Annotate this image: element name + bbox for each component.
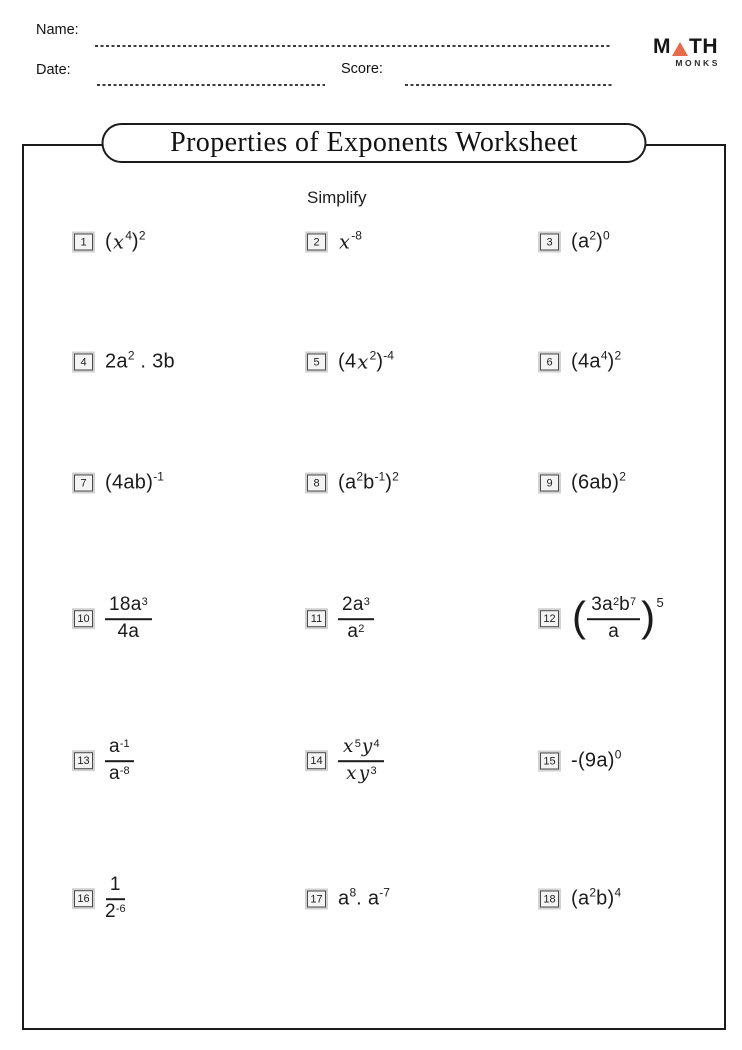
text-run: 1 [109, 874, 121, 896]
superscript: -4 [383, 348, 394, 362]
text-run: ) [131, 230, 139, 253]
numerator [338, 736, 384, 762]
problem-expression [571, 348, 622, 374]
problem-7 [74, 469, 164, 495]
problem-expression [571, 469, 626, 495]
superscript: 2 [589, 885, 597, 899]
variable: x [357, 350, 369, 374]
logo-wordmark [653, 36, 718, 57]
triangle-icon [672, 42, 688, 56]
logo-th: TH [689, 35, 718, 58]
problem-expression [338, 736, 384, 786]
problem-14 [307, 736, 384, 786]
denominator [105, 900, 126, 924]
fraction [587, 594, 640, 644]
variable: y [358, 763, 370, 784]
problem-number: 5 [307, 354, 326, 371]
denominator [345, 762, 377, 786]
superscript: 2 [589, 228, 597, 242]
text-run: 4a [117, 621, 140, 642]
numerator [105, 594, 152, 620]
problem-5 [307, 348, 394, 374]
superscript: 4 [125, 228, 132, 242]
date-fill-line [97, 84, 325, 86]
name-fill-line [95, 45, 612, 47]
problem-number: 15 [540, 753, 559, 770]
instruction-text: Simplify [307, 188, 367, 207]
problem-expression [571, 747, 622, 773]
text-run: ) [385, 471, 393, 494]
superscript: 3 [363, 596, 370, 609]
variable: y [361, 736, 373, 758]
name-label: Name: [36, 22, 79, 38]
superscript: 2 [614, 348, 622, 362]
problem-2 [307, 228, 362, 254]
variable: x [346, 763, 357, 784]
problem-expression [105, 228, 146, 254]
problem-expression [105, 594, 152, 644]
problem-number: 1 [74, 234, 93, 251]
text-run: b [619, 594, 631, 616]
denominator [109, 762, 130, 786]
problem-expression [571, 228, 610, 254]
text-run: a [109, 763, 120, 784]
denominator [347, 620, 364, 644]
text-run: (a [571, 230, 590, 253]
problem-number: 16 [74, 891, 93, 908]
problem-expression [338, 348, 394, 374]
superscript: 2 [356, 469, 364, 483]
text-run: (4 [338, 350, 357, 373]
denominator [118, 620, 140, 644]
problem-number: 2 [307, 234, 326, 251]
superscript: 5 [354, 738, 361, 751]
problem-expression [571, 885, 622, 911]
text-run: a [338, 887, 350, 910]
superscript: 3 [141, 596, 148, 609]
logo-m: M [653, 35, 671, 58]
fraction [338, 736, 384, 786]
fraction [105, 594, 152, 644]
numerator [105, 736, 134, 762]
text-run: . 3b [134, 350, 175, 373]
superscript: 4 [614, 885, 622, 899]
problem-11 [307, 594, 374, 644]
superscript: 2 [392, 469, 399, 483]
numerator [587, 594, 640, 620]
worksheet-title: Properties of Exponents Worksheet [102, 123, 647, 163]
big-paren-icon: ) [641, 593, 656, 641]
problem-number: 14 [307, 753, 326, 770]
problem-number: 18 [540, 891, 559, 908]
denominator [608, 620, 619, 644]
text-run: ) [596, 230, 604, 253]
superscript: -1 [153, 469, 164, 483]
text-run: a [608, 621, 620, 642]
superscript: 2 [369, 348, 377, 362]
superscript: 3 [370, 765, 377, 777]
fraction [338, 594, 374, 644]
problem-expression [105, 469, 164, 495]
problem-expression [105, 348, 175, 374]
problem-expression [338, 469, 399, 495]
problem-17 [307, 885, 390, 911]
superscript: -8 [351, 228, 362, 242]
text-run: a [109, 736, 120, 758]
text-run: ) [376, 350, 384, 373]
superscript: 2 [127, 348, 135, 362]
variable: x [343, 736, 354, 758]
superscript: 4 [600, 348, 608, 362]
problem-expression [338, 885, 390, 911]
problem-12 [540, 594, 664, 644]
problem-number: 11 [307, 611, 326, 628]
superscript: -1 [374, 469, 386, 483]
worksheet-frame [22, 127, 726, 1030]
big-paren-icon: ( [572, 593, 587, 641]
problem-expression [571, 594, 664, 644]
problem-number: 6 [540, 354, 559, 371]
problem-15 [540, 747, 622, 773]
numerator [106, 874, 125, 900]
text-run: 18a [109, 594, 142, 616]
problems [24, 146, 724, 1028]
problem-number: 10 [74, 611, 93, 628]
superscript: -8 [119, 765, 130, 777]
fraction [105, 874, 126, 924]
problem-16 [74, 874, 126, 924]
text-run: 2 [105, 901, 116, 922]
text-run: (a [338, 471, 357, 494]
superscript: -1 [119, 738, 130, 751]
superscript: 0 [614, 747, 622, 761]
superscript: -7 [379, 885, 390, 899]
text-run: (4a [571, 350, 601, 373]
problem-13 [74, 736, 134, 786]
text-run: (a [571, 887, 590, 910]
problem-expression [338, 594, 374, 644]
superscript: 2 [358, 623, 365, 635]
score-fill-line [405, 84, 612, 86]
numerator [338, 594, 374, 620]
text-run: 2a [342, 594, 364, 616]
problem-expression [105, 736, 134, 786]
superscript: 8 [349, 885, 357, 899]
problem-3 [540, 228, 610, 254]
problem-18 [540, 885, 622, 911]
text-run: b) [596, 887, 615, 910]
math-monks-logo [653, 36, 718, 68]
problem-number: 8 [307, 475, 326, 492]
score-label: Score: [341, 61, 383, 77]
problem-10 [74, 594, 152, 644]
problem-8 [307, 469, 399, 495]
variable: x [112, 230, 125, 254]
problem-number: 17 [307, 891, 326, 908]
problem-number: 4 [74, 354, 93, 371]
variable: x [339, 230, 351, 254]
problem-number: 9 [540, 475, 559, 492]
text-run: 2a [105, 350, 128, 373]
superscript: 4 [373, 738, 380, 751]
problem-4 [74, 348, 175, 374]
problem-1 [74, 228, 146, 254]
problem-number: 12 [540, 611, 559, 628]
date-label: Date: [36, 62, 71, 78]
problem-expression [338, 228, 362, 254]
superscript: -6 [115, 903, 126, 915]
problem-9 [540, 469, 626, 495]
text-run: b [363, 471, 375, 494]
text-run: ) [607, 350, 615, 373]
text-run: (6ab) [571, 471, 620, 494]
text-run: ( [105, 230, 112, 253]
text-run: a [347, 621, 359, 642]
logo-monks: MONKS [675, 58, 720, 68]
text-run: 3a [591, 594, 614, 616]
problem-6 [540, 348, 622, 374]
superscript: 2 [619, 469, 626, 483]
problem-number: 7 [74, 475, 93, 492]
text-run: (4ab) [105, 471, 154, 494]
problem-expression [105, 874, 126, 924]
superscript: 7 [630, 596, 637, 609]
superscript: 2 [613, 596, 620, 609]
outer-exponent: 5 [656, 595, 664, 611]
problem-number: 3 [540, 234, 559, 251]
text-run: -(9a) [571, 749, 615, 772]
superscript: 2 [138, 228, 146, 242]
text-run: . a [356, 887, 380, 910]
problem-number: 13 [74, 753, 93, 770]
fraction [105, 736, 134, 786]
superscript: 0 [603, 228, 610, 242]
